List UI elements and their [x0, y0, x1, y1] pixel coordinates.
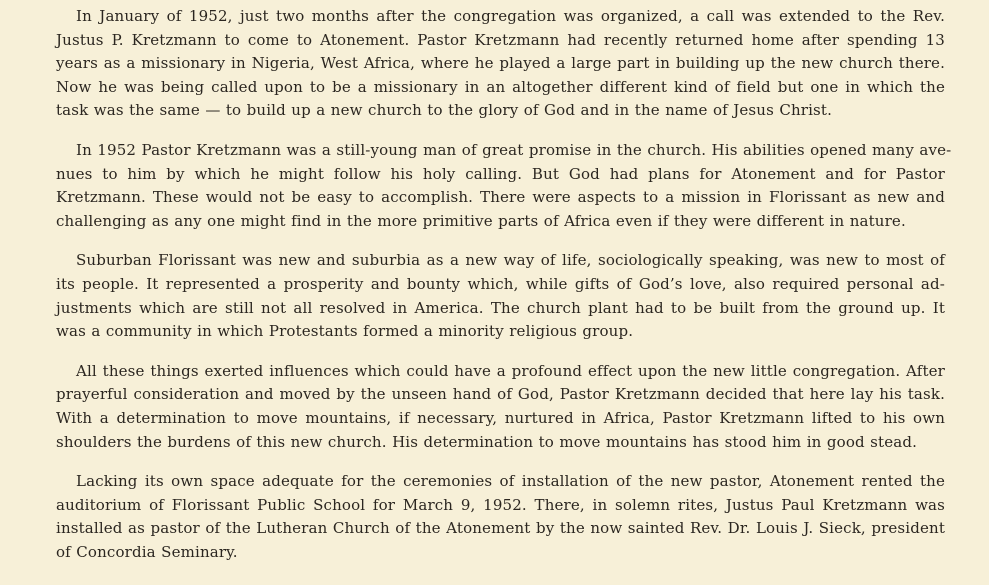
- text-line: was a community in which Protestants formed a minority religious group.: [56, 322, 634, 341]
- text-line: years as a missionary in Nigeria, West Africa, where he played a large part in building up the new church there.: [56, 54, 945, 73]
- text-line: Lacking its own space adequate for the ceremonies of installation of the new pastor, Atonement rented the: [76, 472, 945, 491]
- text-line: auditorium of Florissant Public School for March 9, 1952. There, in solemn rites, Justus Paul Kretzmann was: [56, 495, 945, 514]
- text-line: With a determination to move mountains, if necessary, nurtured in Africa, Pastor Kretzmann lifted to his own: [56, 408, 945, 427]
- text-line: In 1952 Pastor Kretzmann was a still-young man of great promise in the church. His abilities opened many ave-: [76, 140, 952, 159]
- text-line: Now he was being called upon to be a missionary in an altogether different kind of field but one in which the: [56, 77, 945, 96]
- paragraph-installation: [56, 470, 945, 564]
- text-line: challenging as any one might find in the more primitive parts of Africa even if they were different in nature.: [56, 211, 906, 230]
- text-line: justments which are still not all resolved in America. The church plant had to be built from the ground up. It: [56, 298, 945, 317]
- text-line: prayerful consideration and moved by the unseen hand of God, Pastor Kretzmann decided that here lay his task.: [56, 385, 945, 404]
- text-line: Kretzmann. These would not be easy to accomplish. There were aspects to a mission in Florissant as new and: [56, 188, 945, 207]
- paragraph-call-extended: [56, 5, 945, 123]
- text-line: In January of 1952, just two months after the congregation was organized, a call was extended to the Rev.: [76, 7, 945, 25]
- text-line: nues to him by which he might follow his holy calling. But God had plans for Atonement and for Pastor: [56, 164, 945, 183]
- paragraph-suburban-florissant: [56, 249, 945, 343]
- text-line: its people. It represented a prosperity and bounty which, while gifts of God’s love, also required personal ad-: [56, 274, 945, 293]
- paragraph-pastor-promise: [56, 139, 952, 233]
- text-line: of Concordia Seminary.: [56, 542, 238, 561]
- text-line: task was the same — to build up a new church to the glory of God and in the name of Jesus Christ.: [56, 101, 833, 120]
- text-line: All these things exerted influences which could have a profound effect upon the new little congregation. After: [76, 361, 945, 380]
- text-line: shoulders the burdens of this new church. His determination to move mountains has stood him in good stead.: [56, 432, 918, 451]
- paragraph-influences: [56, 360, 945, 454]
- text-line: installed as pastor of the Lutheran Church of the Atonement by the now sainted Rev. Dr. Louis J. Sieck, president: [56, 519, 945, 538]
- text-line: Justus P. Kretzmann to come to Atonement. Pastor Kretzmann had recently returned home after spending 13: [56, 30, 945, 49]
- text-line: Suburban Florissant was new and suburbia as a new way of life, sociologically speaking, was new to most of: [76, 251, 945, 270]
